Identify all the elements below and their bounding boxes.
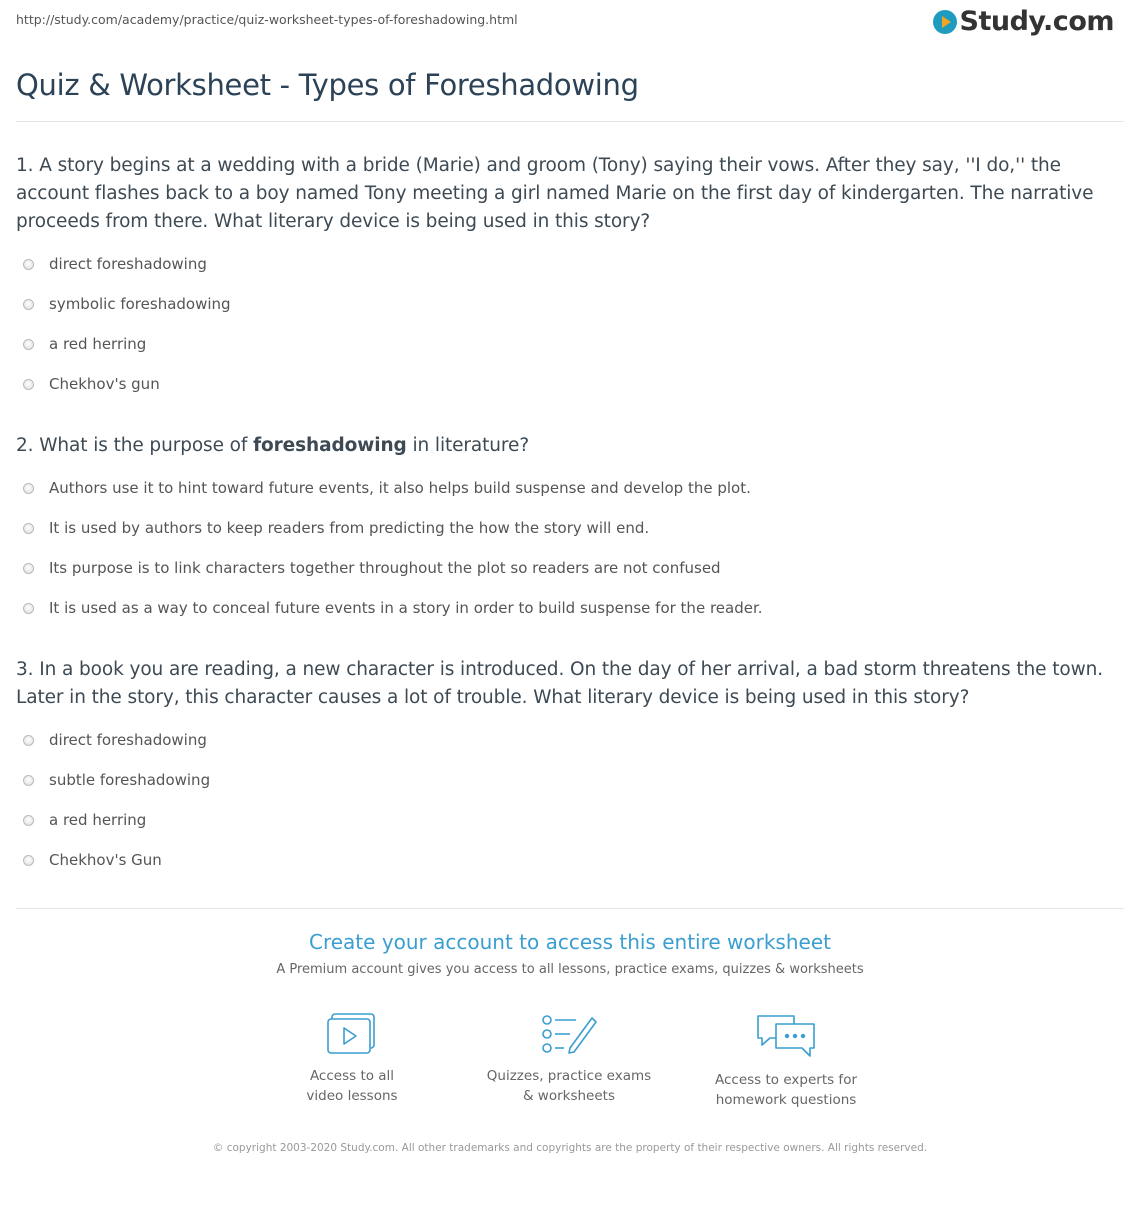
feature-label: Quizzes, practice exams (486, 1068, 652, 1084)
feature-video-lessons (252, 1012, 452, 1106)
answer-label: Chekhov's Gun (49, 851, 162, 869)
answer-label: direct foreshadowing (49, 255, 207, 273)
radio-icon[interactable] (23, 855, 34, 866)
question-1 (16, 152, 1126, 404)
page-title: Quiz & Worksheet - Types of Foreshadowing (16, 68, 639, 102)
divider (16, 908, 1124, 909)
radio-icon[interactable] (23, 603, 34, 614)
answer-option[interactable] (16, 468, 1126, 508)
chat-bubbles-icon (754, 1012, 818, 1060)
feature-label: & worksheets (522, 1088, 615, 1104)
radio-icon[interactable] (23, 775, 34, 786)
premium-subtitle: A Premium account gives you access to all lessons, practice exams, quizzes & worksheets (276, 962, 864, 977)
answer-label: It is used as a way to conceal future events in a story in order to build suspense for the reader. (49, 599, 763, 617)
answer-option[interactable] (16, 800, 1126, 840)
question-text: 1. A story begins at a wedding with a bride (Marie) and groom (Tony) saying their vows. After they say, ''I do,'' the account flashes back to a boy named Tony meeting a girl named Marie on the first day of kindergarten. The narrative proceeds from there. What literary device is being used in this story? (16, 155, 1094, 232)
feature-label: Access to all (309, 1068, 395, 1084)
question-3 (16, 656, 1126, 880)
question-2 (16, 432, 1126, 628)
quiz-checklist-icon (540, 1012, 598, 1056)
radio-icon[interactable] (23, 483, 34, 494)
answer-label: a red herring (49, 811, 147, 829)
radio-icon[interactable] (23, 523, 34, 534)
page-url: http://study.com/academy/practice/quiz-worksheet-types-of-foreshadowing.html (16, 12, 518, 27)
feature-label: Access to experts for (714, 1072, 857, 1088)
answer-list (16, 468, 1126, 628)
feature-label: video lessons (306, 1088, 398, 1104)
question-text-end: in literature? (406, 435, 530, 456)
question-text: 3. In a book you are reading, a new character is introduced. On the day of her arrival, a bad storm threatens the town. Later in the story, this character causes a lot of trouble. What literary device is being used in this story? (16, 659, 1104, 708)
radio-icon[interactable] (23, 299, 34, 310)
answer-option[interactable] (16, 588, 1126, 628)
answer-option[interactable] (16, 284, 1126, 324)
question-text (16, 432, 1126, 460)
answer-label: symbolic foreshadowing (49, 295, 231, 313)
radio-icon[interactable] (23, 379, 34, 390)
answer-label: direct foreshadowing (49, 731, 207, 749)
answer-option[interactable] (16, 840, 1126, 880)
video-lesson-icon (326, 1012, 378, 1056)
answer-list (16, 720, 1126, 880)
answer-label: Chekhov's gun (49, 375, 160, 393)
answer-option[interactable] (16, 508, 1126, 548)
play-logo-icon (933, 10, 957, 34)
radio-icon[interactable] (23, 563, 34, 574)
answer-option[interactable] (16, 244, 1126, 284)
radio-icon[interactable] (23, 259, 34, 270)
answer-label: Authors use it to hint toward future events, it also helps build suspense and develop the plot. (49, 479, 751, 497)
copyright-footer: © copyright 2003-2020 Study.com. All other trademarks and copyrights are the property of their respective owners. All rights reserved. (212, 1142, 928, 1154)
answer-option[interactable] (16, 324, 1126, 364)
answer-option[interactable] (16, 548, 1126, 588)
radio-icon[interactable] (23, 815, 34, 826)
answer-label: It is used by authors to keep readers from predicting the how the story will end. (49, 519, 650, 537)
create-account-link[interactable]: Create your account to access this entire worksheet (309, 930, 831, 954)
divider (16, 121, 1124, 122)
radio-icon[interactable] (23, 339, 34, 350)
radio-icon[interactable] (23, 735, 34, 746)
answer-option[interactable] (16, 364, 1126, 404)
feature-label: homework questions (715, 1092, 857, 1108)
answer-list (16, 244, 1126, 404)
answer-label: Its purpose is to link characters together throughout the plot so readers are not confused (49, 559, 721, 577)
study-logo[interactable] (933, 6, 1114, 37)
feature-quizzes (469, 1012, 669, 1106)
answer-label: subtle foreshadowing (49, 771, 211, 789)
question-keyword: foreshadowing (253, 435, 407, 456)
question-text-start: 2. What is the purpose of (16, 435, 254, 456)
feature-experts (686, 1012, 886, 1110)
answer-option[interactable] (16, 760, 1126, 800)
answer-option[interactable] (16, 720, 1126, 760)
logo-text: Study.com (959, 6, 1114, 37)
answer-label: a red herring (49, 335, 147, 353)
